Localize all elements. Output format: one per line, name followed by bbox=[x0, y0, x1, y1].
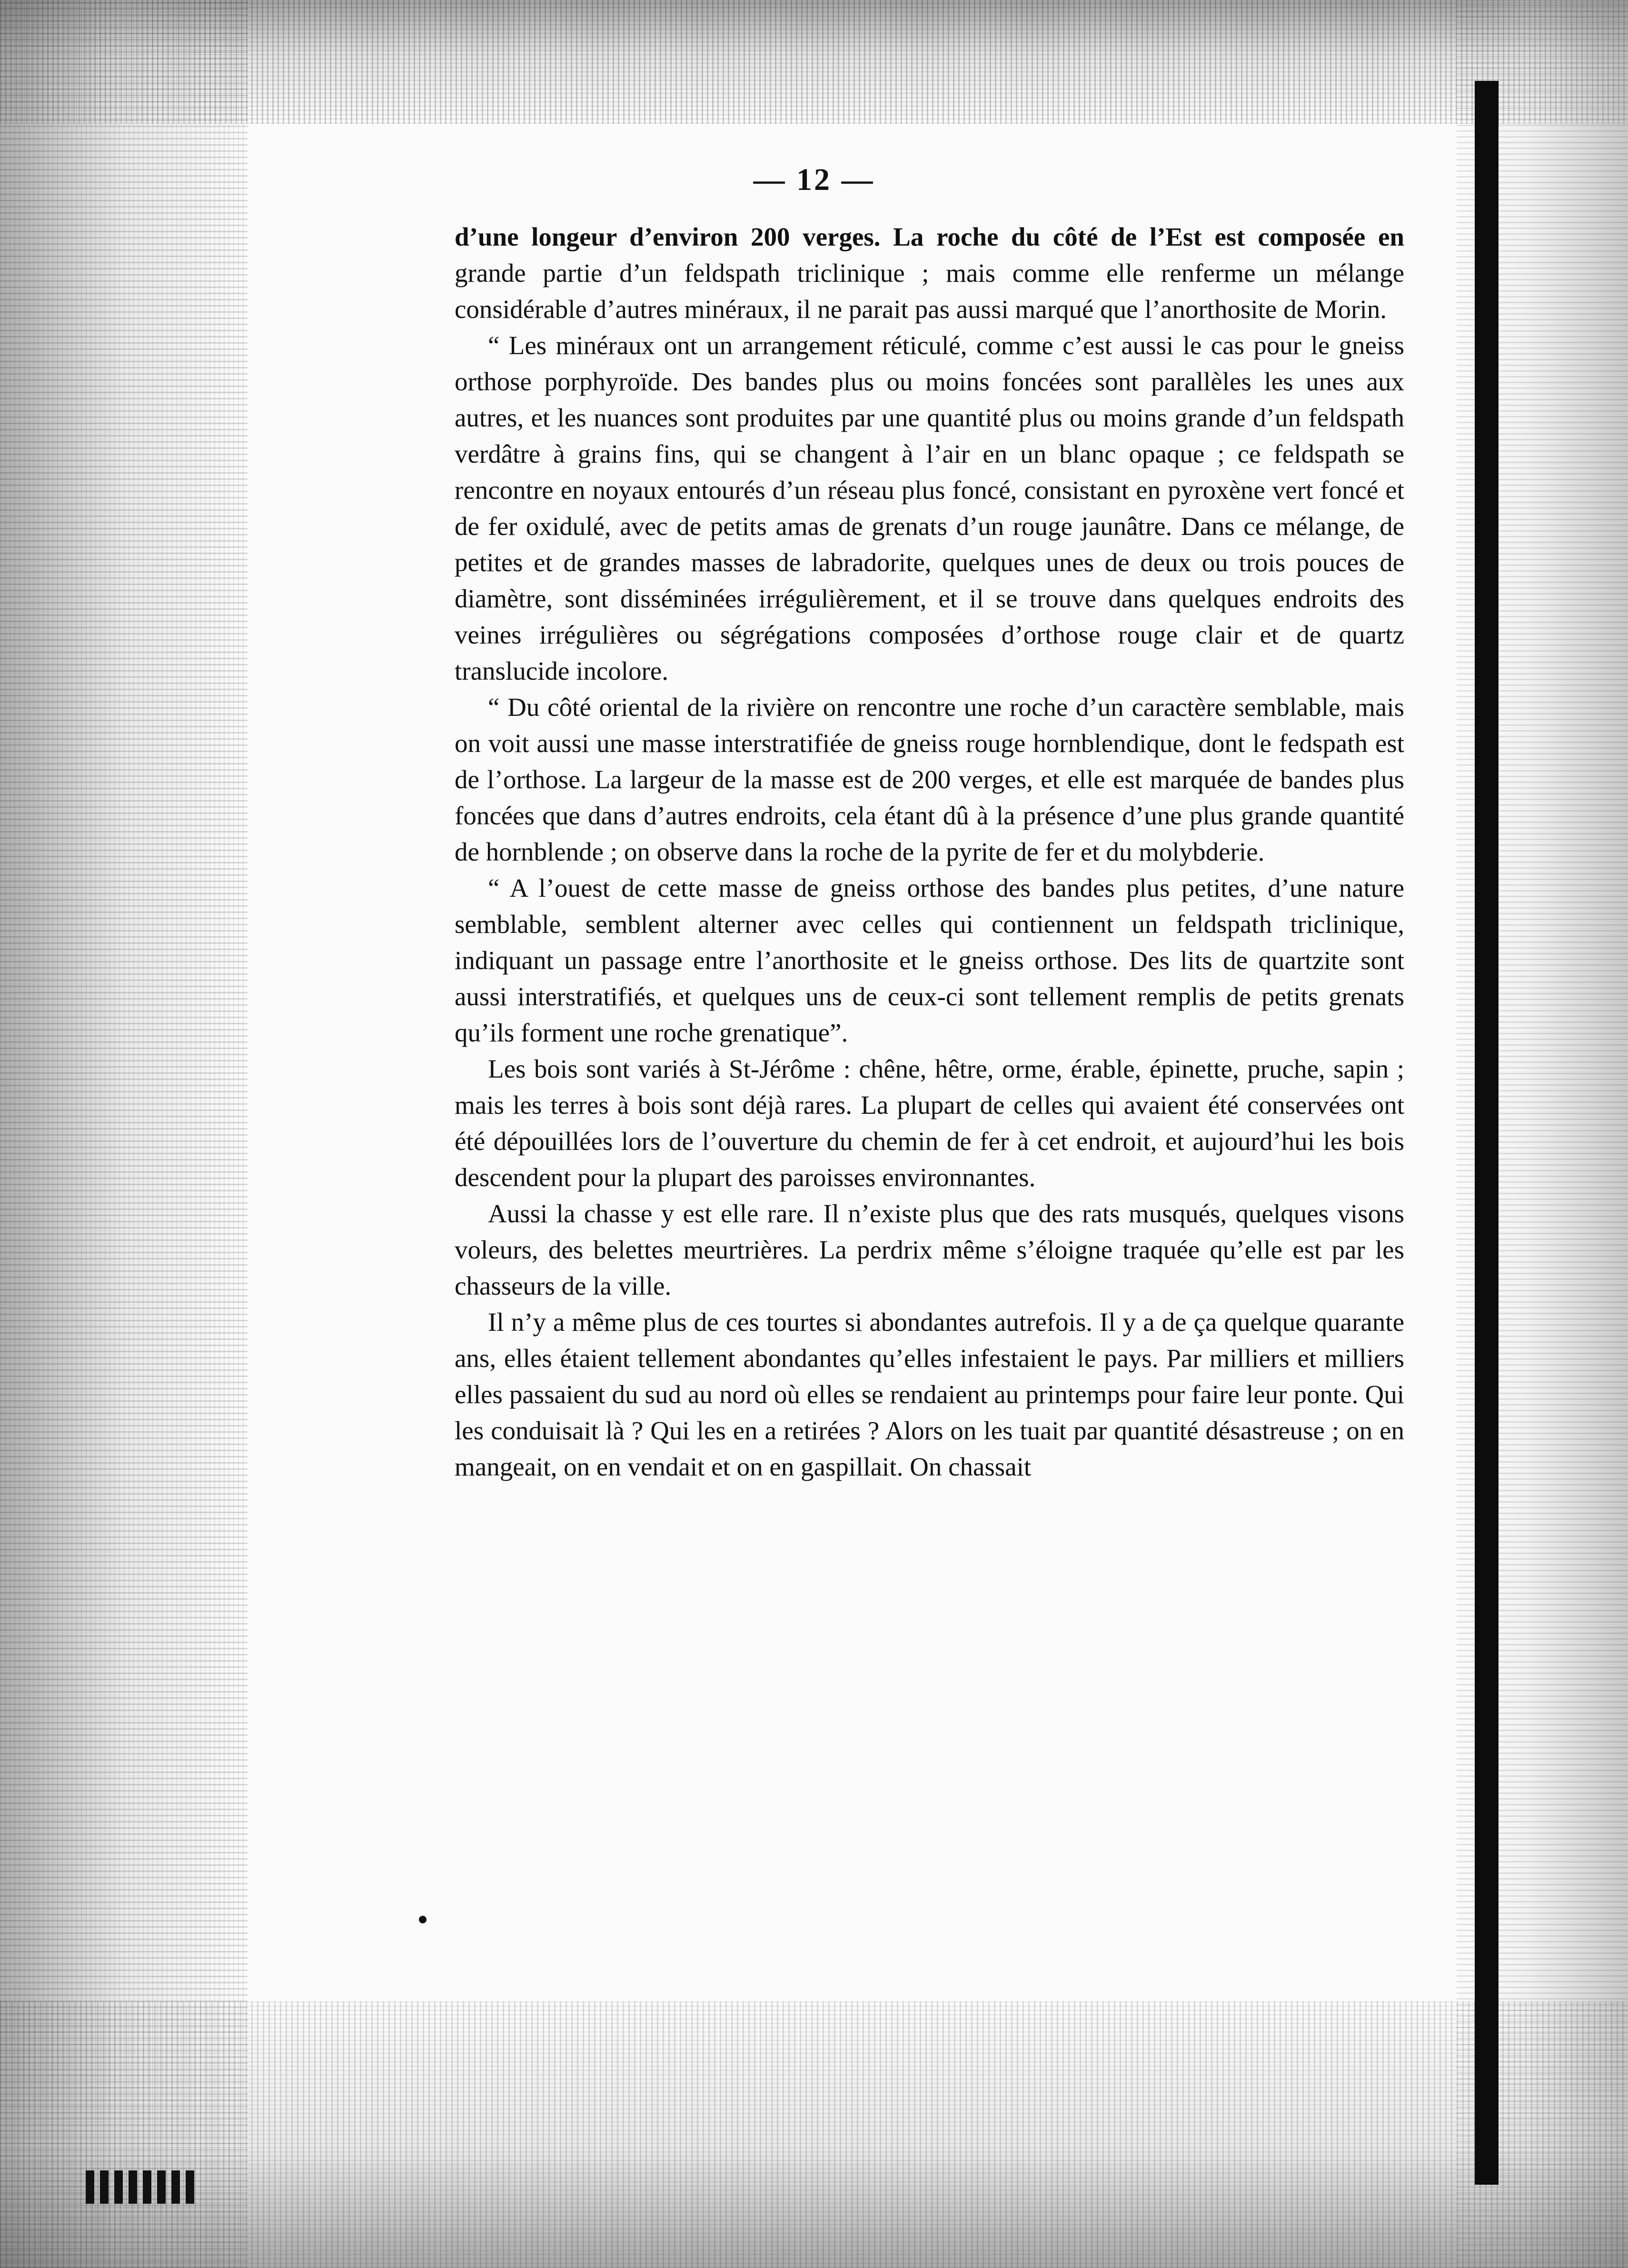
page-number: — 12 — bbox=[753, 162, 875, 197]
paragraph-4: “ A l’ouest de cette masse de gneiss orthose des bandes plus petites, d’une nature semblable, semblent alterner avec celles qui contiennent un feldspath triclinique, indiquant un passage entre l’anorthosite et le gneiss orthose. Des lits de quartzite sont aussi interstratifiés, et quelques uns de ceux-ci sont tellement remplis de petits grenats qu’ils forment une roche grenatique”. bbox=[455, 873, 1404, 1047]
binding-shadow-bar bbox=[1475, 81, 1499, 2185]
paragraph-1: d’une longeur d’environ 200 verges. La roche du côté de l’Est est composée en grande partie d’un feldspath triclinique ; mais comme elle renferme un mélange considérable d’autres minéraux, il ne parait pas aussi marqué que l’anorthosite de Morin. bbox=[455, 222, 1404, 324]
paragraph-3: “ Du côté oriental de la rivière on rencontre une roche d’un caractère semblable, mais on voit aussi une masse interstratifiée de gneiss rouge hornblendique, dont le fedspath est de l’orthose. La largeur de la masse est de 200 verges, et elle est marquée de bandes plus foncées que dans d’autres endroits, cela étant dû à la présence d’une plus grande quantité de hornblende ; on observe dans la roche de la pyrite de fer et du molybderie. bbox=[455, 693, 1404, 866]
scan-noise-left bbox=[0, 0, 248, 2268]
paragraph-7: Il n’y a même plus de ces tourtes si abondantes autrefois. Il y a de ça quelque quarante ans, elles étaient tellement abondantes qu’elles infestaient le pays. Par milliers et milliers elles passaient du sud au nord où elles se rendaient au printemps pour faire leur ponte. Qui les conduisait là ? Qui les en a retirées ? Alors on les tuait par quantité désastreuse ; on en mangeait, on en vendait et on en gaspillait. On chassait bbox=[455, 1307, 1404, 1481]
paragraph-5: Les bois sont variés à St-Jérôme : chêne, hêtre, orme, érable, épinette, pruche, sapin ; mais les terres à bois sont déjà rares. La plupart de celles qui avaient été conservées ont été dépouillées lors de l’ouverture du chemin de fer à cet endroit, et aujourd’hui les bois descendent pour la plupart des paroisses environnantes. bbox=[455, 1054, 1404, 1192]
ink-dot bbox=[419, 1916, 427, 1923]
scan-corner-artifact bbox=[86, 2170, 200, 2204]
body-text bbox=[455, 219, 1404, 1485]
paragraph-6: Aussi la chasse y est elle rare. Il n’existe plus que des rats musqués, quelques visons voleurs, des belettes meurtrières. La perdrix même s’éloigne traquée qu’elle est par les chasseurs de la ville. bbox=[455, 1199, 1404, 1300]
scan-noise-bottom bbox=[0, 2001, 1628, 2268]
paragraph-2: “ Les minéraux ont un arrangement réticulé, comme c’est aussi le cas pour le gneiss orthose porphyroïde. Des bandes plus ou moins foncées sont parallèles les unes aux autres, et les nuances sont produites par une quantité plus ou moins grande d’un feldspath verdâtre à grains fins, qui se changent à l’air en un blanc opaque ; ce feldspath se rencontre en noyaux entourés d’un réseau plus foncé, consistant en pyroxène vert foncé et de fer oxidulé, avec de petits amas de grenats d’un rouge jaunâtre. Dans ce mélange, de petites et de grandes masses de labradorite, quelques unes de deux ou trois pouces de diamètre, sont disséminées irrégulièrement, et il se trouve dans quelques endroits des veines irrégulières ou ségrégations composées d’orthose rouge clair et de quartz translucide incolore. bbox=[455, 331, 1404, 685]
